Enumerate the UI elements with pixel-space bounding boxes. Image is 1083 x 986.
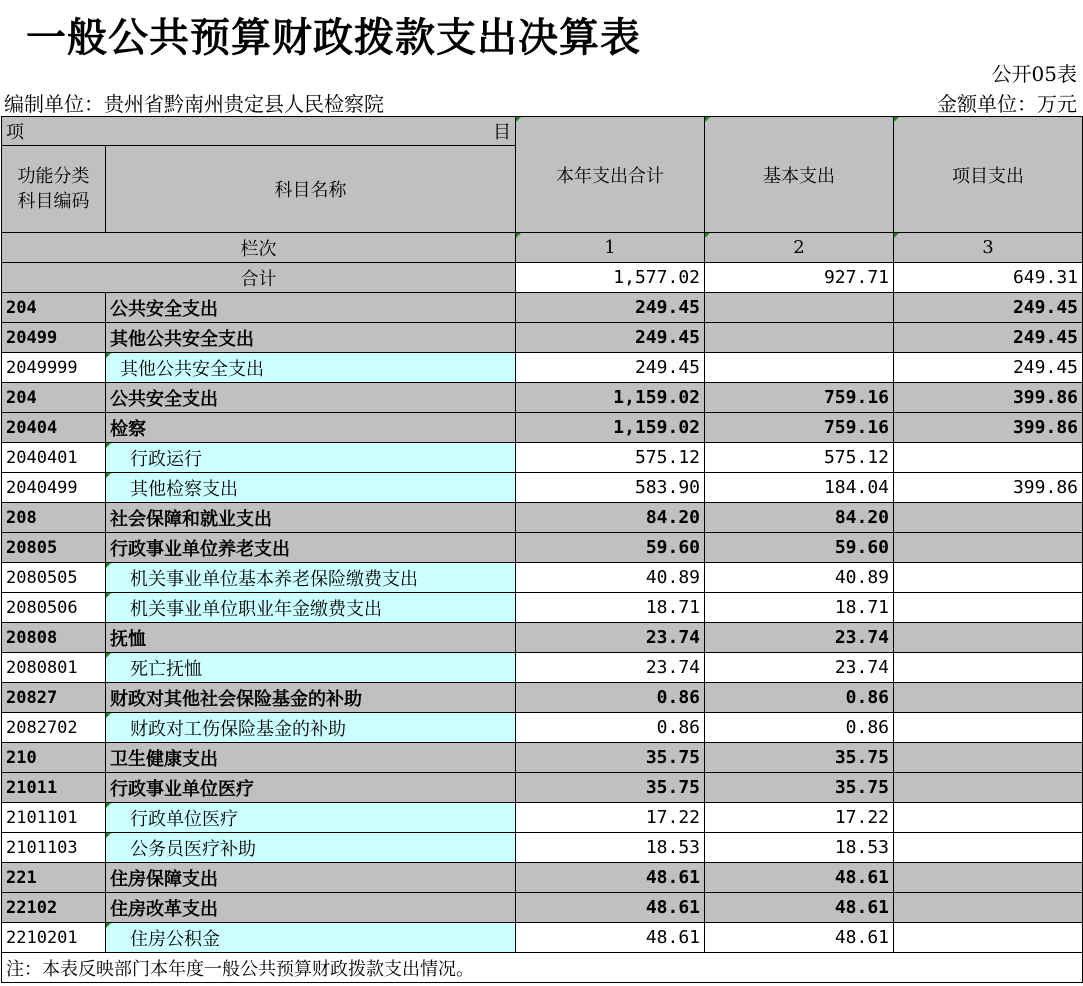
- row-project: [894, 923, 1083, 953]
- row-project: 249.45: [894, 353, 1083, 383]
- table-row: [2, 533, 1083, 563]
- row-basic: 759.16: [705, 383, 894, 413]
- row-basic: 35.75: [705, 743, 894, 773]
- col-index-3: 3: [894, 233, 1083, 263]
- row-code: 20808: [2, 623, 106, 653]
- col-index-1: 1: [516, 233, 705, 263]
- row-basic: 18.71: [705, 593, 894, 623]
- row-code: 2049999: [2, 353, 106, 383]
- row-code: 20827: [2, 683, 106, 713]
- row-basic: 35.75: [705, 773, 894, 803]
- row-name: 检察: [106, 413, 516, 443]
- row-code: 204: [2, 293, 106, 323]
- table-row: [2, 503, 1083, 533]
- row-project: [894, 773, 1083, 803]
- row-total: 1,159.02: [516, 383, 705, 413]
- row-project: [894, 533, 1083, 563]
- row-name: 行政事业单位养老支出: [106, 533, 516, 563]
- row-name: 公共安全支出: [106, 383, 516, 413]
- table-row: [2, 293, 1083, 323]
- row-total: 23.74: [516, 623, 705, 653]
- row-code: 2101103: [2, 833, 106, 863]
- row-code: 2080801: [2, 653, 106, 683]
- sum-basic: 927.71: [705, 263, 894, 293]
- sum-label: 合计: [2, 263, 516, 293]
- row-project: 399.86: [894, 473, 1083, 503]
- table-row: [2, 353, 1083, 383]
- row-code: 2040499: [2, 473, 106, 503]
- row-name: 公共安全支出: [106, 293, 516, 323]
- row-code: 210: [2, 743, 106, 773]
- row-project: 249.45: [894, 323, 1083, 353]
- code-header-line1: 功能分类: [17, 166, 90, 187]
- table-row: [2, 443, 1083, 473]
- row-total: 35.75: [516, 773, 705, 803]
- row-code: 20499: [2, 323, 106, 353]
- row-basic: 17.22: [705, 803, 894, 833]
- table-row: [2, 683, 1083, 713]
- row-project: [894, 803, 1083, 833]
- table-row: [2, 383, 1083, 413]
- row-basic: 48.61: [705, 893, 894, 923]
- row-basic: [705, 323, 894, 353]
- row-code: 2082702: [2, 713, 106, 743]
- row-total: 1,159.02: [516, 413, 705, 443]
- table-row: [2, 773, 1083, 803]
- row-code: 2040401: [2, 443, 106, 473]
- row-project: [894, 593, 1083, 623]
- row-total: 0.86: [516, 713, 705, 743]
- table-row: [2, 623, 1083, 653]
- row-project: [894, 683, 1083, 713]
- row-total: 59.60: [516, 533, 705, 563]
- row-total: 40.89: [516, 563, 705, 593]
- sum-total: 1,577.02: [516, 263, 705, 293]
- row-total: 0.86: [516, 683, 705, 713]
- page-title: 一般公共预算财政拨款支出决算表: [26, 15, 641, 61]
- table-row: [2, 743, 1083, 773]
- row-basic: 48.61: [705, 923, 894, 953]
- row-code: 2080505: [2, 563, 106, 593]
- project-column-header: 项目支出: [894, 117, 1083, 233]
- table-body: [2, 293, 1083, 953]
- row-project: [894, 503, 1083, 533]
- budget-table: [1, 116, 1083, 983]
- row-total: 249.45: [516, 323, 705, 353]
- table-note: 注：本表反映部门本年度一般公共预算财政拨款支出情况。: [2, 953, 1083, 983]
- table-row: [2, 323, 1083, 353]
- row-name: 抚恤: [106, 623, 516, 653]
- col-index-2: 2: [705, 233, 894, 263]
- row-code: 20805: [2, 533, 106, 563]
- amount-unit: 金额单位：万元: [937, 92, 1077, 116]
- table-row: [2, 713, 1083, 743]
- row-name: 卫生健康支出: [106, 743, 516, 773]
- row-basic: 575.12: [705, 443, 894, 473]
- row-basic: 759.16: [705, 413, 894, 443]
- row-name: 住房改革支出: [106, 893, 516, 923]
- row-name: 死亡抚恤: [106, 653, 516, 683]
- row-name: 机关事业单位基本养老保险缴费支出: [106, 563, 516, 593]
- row-total: 48.61: [516, 923, 705, 953]
- row-total: 48.61: [516, 893, 705, 923]
- row-project: [894, 863, 1083, 893]
- table-row: [2, 863, 1083, 893]
- row-total: 18.71: [516, 593, 705, 623]
- form-code: 公开05表: [991, 62, 1077, 86]
- row-basic: [705, 353, 894, 383]
- row-basic: 23.74: [705, 623, 894, 653]
- table-row: [2, 593, 1083, 623]
- row-name: 住房保障支出: [106, 863, 516, 893]
- reporting-unit: 编制单位：贵州省黔南州贵定县人民检察院: [4, 92, 384, 116]
- row-code: 204: [2, 383, 106, 413]
- row-project: [894, 653, 1083, 683]
- table-row: [2, 413, 1083, 443]
- row-total: 583.90: [516, 473, 705, 503]
- code-header-line2: 科目编码: [17, 191, 90, 212]
- row-total: 575.12: [516, 443, 705, 473]
- table-row: [2, 563, 1083, 593]
- row-code: 208: [2, 503, 106, 533]
- row-total: 84.20: [516, 503, 705, 533]
- row-code: 2080506: [2, 593, 106, 623]
- item-header-left: 项: [6, 122, 24, 143]
- row-name: 其他检察支出: [106, 473, 516, 503]
- code-column-header: [2, 146, 106, 233]
- row-basic: [705, 293, 894, 323]
- row-name: 住房公积金: [106, 923, 516, 953]
- row-basic: 48.61: [705, 863, 894, 893]
- row-code: 22102: [2, 893, 106, 923]
- row-name: 其他公共安全支出: [106, 353, 516, 383]
- table-row: [2, 473, 1083, 503]
- name-column-header: 科目名称: [106, 146, 516, 233]
- row-project: 399.86: [894, 383, 1083, 413]
- row-name: 其他公共安全支出: [106, 323, 516, 353]
- row-basic: 184.04: [705, 473, 894, 503]
- row-basic: 0.86: [705, 713, 894, 743]
- row-name: 行政单位医疗: [106, 803, 516, 833]
- row-basic: 59.60: [705, 533, 894, 563]
- row-basic: 0.86: [705, 683, 894, 713]
- row-total: 249.45: [516, 293, 705, 323]
- row-project: [894, 833, 1083, 863]
- row-basic: 18.53: [705, 833, 894, 863]
- item-header-right: 目: [493, 122, 511, 143]
- row-basic: 23.74: [705, 653, 894, 683]
- row-project: [894, 623, 1083, 653]
- table-row: [2, 653, 1083, 683]
- row-code: 2210201: [2, 923, 106, 953]
- table-row: [2, 923, 1083, 953]
- row-project: 399.86: [894, 413, 1083, 443]
- row-total: 249.45: [516, 353, 705, 383]
- row-project: [894, 713, 1083, 743]
- row-code: 221: [2, 863, 106, 893]
- table-row: [2, 833, 1083, 863]
- lanci-label: 栏次: [2, 233, 516, 263]
- row-name: 行政事业单位医疗: [106, 773, 516, 803]
- row-total: 23.74: [516, 653, 705, 683]
- row-name: 财政对其他社会保险基金的补助: [106, 683, 516, 713]
- row-name: 机关事业单位职业年金缴费支出: [106, 593, 516, 623]
- row-total: 18.53: [516, 833, 705, 863]
- row-project: [894, 893, 1083, 923]
- row-project: [894, 743, 1083, 773]
- row-name: 财政对工伤保险基金的补助: [106, 713, 516, 743]
- row-basic: 84.20: [705, 503, 894, 533]
- row-code: 20404: [2, 413, 106, 443]
- row-project: [894, 563, 1083, 593]
- table-row: [2, 893, 1083, 923]
- row-total: 17.22: [516, 803, 705, 833]
- basic-column-header: 基本支出: [705, 117, 894, 233]
- row-total: 35.75: [516, 743, 705, 773]
- row-name: 社会保障和就业支出: [106, 503, 516, 533]
- row-basic: 40.89: [705, 563, 894, 593]
- row-name: 行政运行: [106, 443, 516, 473]
- total-column-header: 本年支出合计: [516, 117, 705, 233]
- row-project: 249.45: [894, 293, 1083, 323]
- item-header: [2, 117, 516, 146]
- row-project: [894, 443, 1083, 473]
- row-total: 48.61: [516, 863, 705, 893]
- row-code: 21011: [2, 773, 106, 803]
- table-row: [2, 803, 1083, 833]
- row-name: 公务员医疗补助: [106, 833, 516, 863]
- row-code: 2101101: [2, 803, 106, 833]
- sum-project: 649.31: [894, 263, 1083, 293]
